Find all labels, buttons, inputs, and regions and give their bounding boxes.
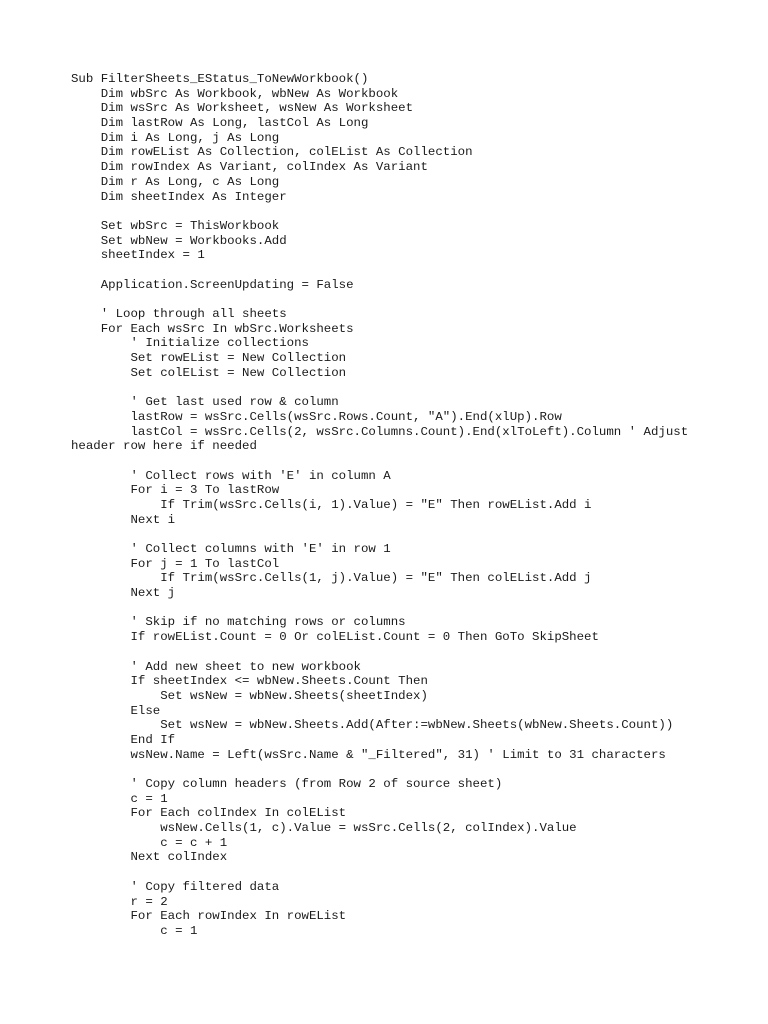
code-line: Sub FilterSheets_EStatus_ToNewWorkbook() xyxy=(71,72,369,86)
code-line: Next j xyxy=(71,586,176,601)
code-line: Dim rowIndex As Variant, colIndex As Variant xyxy=(71,160,428,175)
code-line: Next colIndex xyxy=(71,850,228,865)
code-line: Else xyxy=(71,703,161,718)
code-line: ' Copy column headers (from Row 2 of source sheet) xyxy=(71,777,503,791)
code-line: Dim wbSrc As Workbook, wbNew As Workbook xyxy=(71,86,399,101)
code-line: Set wsNew = wbNew.Sheets.Add(After:=wbNew.Sheets(wbNew.Sheets.Count)) xyxy=(71,718,674,733)
code-line xyxy=(71,263,711,278)
code-line: wsNew.Cells(1, c).Value = wsSrc.Cells(2, colIndex).Value xyxy=(71,821,577,836)
code-line: Dim wsSrc As Worksheet, wsNew As Worksheet xyxy=(71,101,414,116)
code-line: Dim rowEList As Collection, colEList As Collection xyxy=(71,145,473,160)
code-line: ' Copy filtered data xyxy=(71,879,280,894)
code-line: Set wsNew = wbNew.Sheets(sheetIndex) xyxy=(71,688,428,703)
code-line: For j = 1 To lastCol xyxy=(71,556,280,571)
code-line: Set wbNew = Workbooks.Add xyxy=(71,233,287,248)
code-line xyxy=(71,601,711,616)
code-line xyxy=(71,645,711,660)
code-line: Dim i As Long, j As Long xyxy=(71,130,280,145)
code-line xyxy=(71,292,711,307)
code-line xyxy=(71,380,711,395)
code-line: c = c + 1 xyxy=(71,835,228,850)
vba-code-block xyxy=(71,72,711,939)
code-line: ' Collect columns with 'E' in row 1 xyxy=(71,542,391,556)
code-line xyxy=(71,865,711,880)
code-line: ' Initialize collections xyxy=(71,336,309,351)
code-line: ' Collect rows with 'E' in column A xyxy=(71,468,391,483)
code-line xyxy=(71,527,711,542)
code-line: If rowEList.Count = 0 Or colEList.Count = 0 Then GoTo SkipSheet xyxy=(71,630,599,645)
code-line: For Each wsSrc In wbSrc.Worksheets xyxy=(71,321,354,336)
code-line: For Each rowIndex In rowEList xyxy=(71,909,347,924)
code-line: ' Add new sheet to new workbook xyxy=(71,659,361,674)
code-line: If Trim(wsSrc.Cells(1, j).Value) = "E" Then colEList.Add j xyxy=(71,571,592,586)
code-line: lastCol = wsSrc.Cells(2, wsSrc.Columns.Count).End(xlToLeft).Column ' Adjust xyxy=(71,424,689,439)
code-line: Dim r As Long, c As Long xyxy=(71,174,280,189)
code-line: End If xyxy=(71,732,176,747)
code-line: If sheetIndex <= wbNew.Sheets.Count Then xyxy=(71,674,428,689)
code-line xyxy=(71,762,711,777)
code-line: r = 2 xyxy=(71,894,168,909)
code-line xyxy=(71,204,711,219)
code-line: ' Skip if no matching rows or columns xyxy=(71,615,406,630)
code-line: Next i xyxy=(71,512,176,527)
code-line: Dim lastRow As Long, lastCol As Long xyxy=(71,116,369,131)
code-line: Set wbSrc = ThisWorkbook xyxy=(71,218,280,233)
code-line: header row here if needed xyxy=(71,439,257,454)
code-line: sheetIndex = 1 xyxy=(71,248,205,263)
code-line xyxy=(71,454,711,469)
code-line: For i = 3 To lastRow xyxy=(71,483,280,498)
code-line: ' Loop through all sheets xyxy=(71,307,287,321)
code-line: c = 1 xyxy=(71,791,168,806)
code-line: Dim sheetIndex As Integer xyxy=(71,189,287,204)
code-line: ' Get last used row & column xyxy=(71,395,339,410)
code-line: Application.ScreenUpdating = False xyxy=(71,277,354,292)
code-line: c = 1 xyxy=(71,923,198,938)
code-line: Set rowEList = New Collection xyxy=(71,351,347,366)
code-line: For Each colIndex In colEList xyxy=(71,806,347,821)
code-line: lastRow = wsSrc.Cells(wsSrc.Rows.Count, "A").End(xlUp).Row xyxy=(71,409,562,424)
code-line: Set colEList = New Collection xyxy=(71,365,347,380)
code-line: If Trim(wsSrc.Cells(i, 1).Value) = "E" Then rowEList.Add i xyxy=(71,497,592,512)
code-line: wsNew.Name = Left(wsSrc.Name & "_Filtered", 31) ' Limit to 31 characters xyxy=(71,747,666,762)
